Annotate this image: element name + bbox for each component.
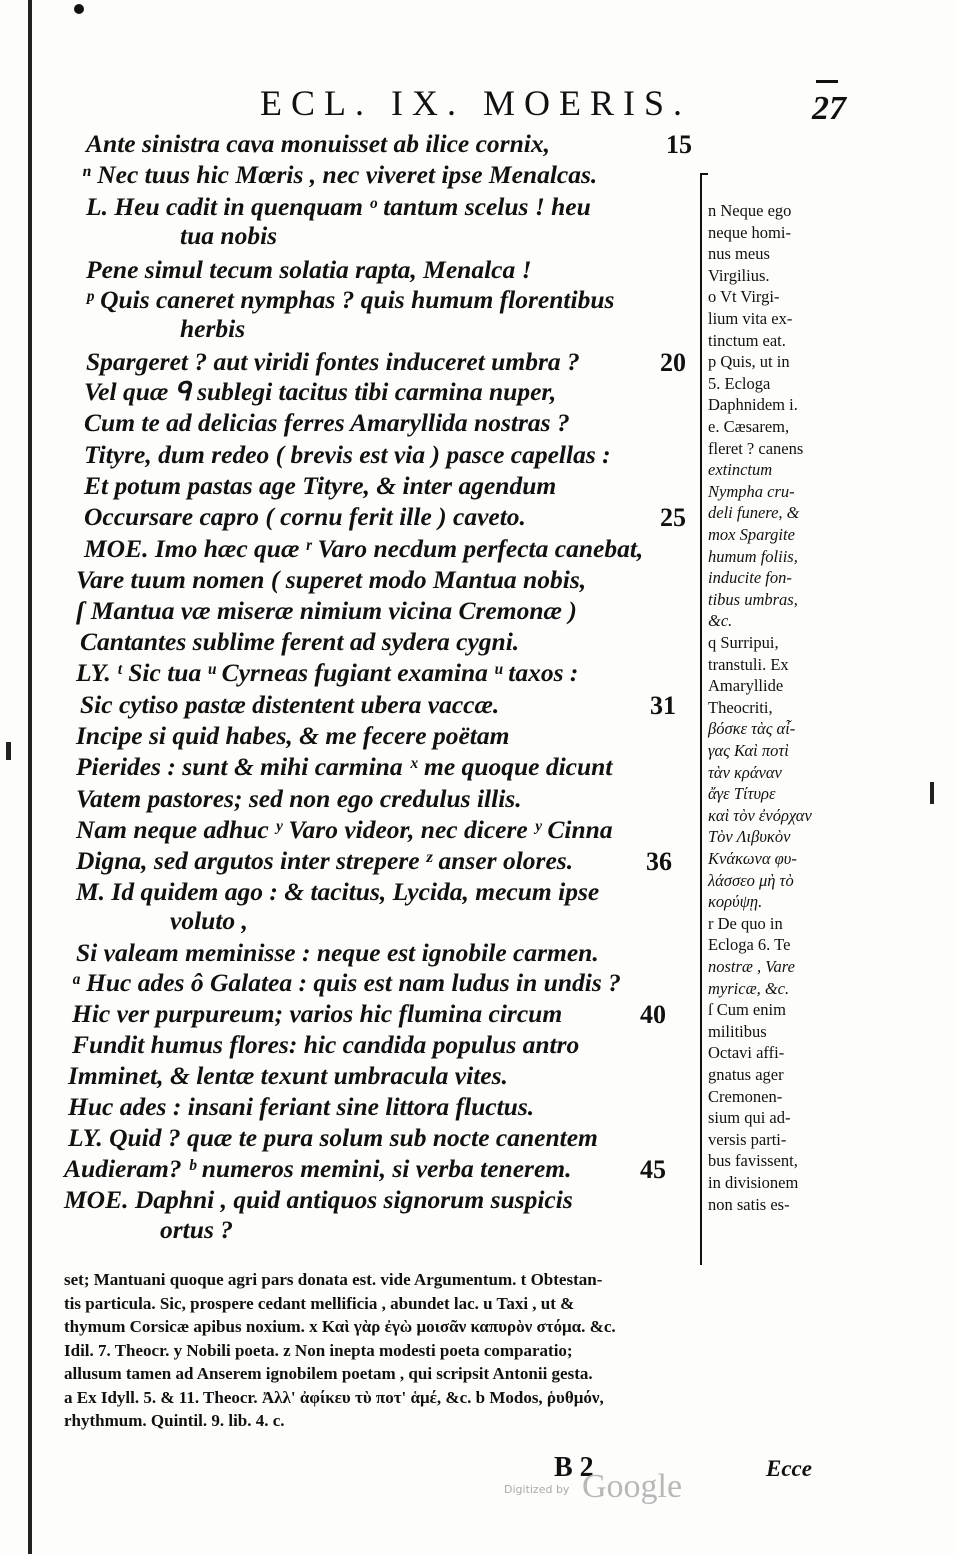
verse-line: M. Id quidem ago : & tacitus, Lycida, mecum ipse bbox=[76, 877, 600, 906]
verse-line: Si valeam meminisse : neque est ignobile carmen. bbox=[76, 938, 599, 967]
line-number: 20 bbox=[660, 348, 686, 377]
line-number: 45 bbox=[640, 1155, 666, 1184]
margin-note-line: &c. bbox=[708, 611, 733, 631]
signature-mark: B 2 bbox=[554, 1452, 594, 1483]
margin-note-line: extinctum bbox=[708, 460, 773, 480]
footnote-line: rhythmum. Quintil. 9. lib. 4. c. bbox=[64, 1411, 285, 1430]
margin-note-line: Amaryllide bbox=[708, 676, 784, 696]
verse-line: Pene simul tecum solatia rapta, Menalca ! bbox=[86, 255, 532, 284]
verse-line: Incipe si quid habes, & me fecere poëtam bbox=[76, 721, 510, 750]
verse-line: Et potum pastas age Tityre, & inter agendum bbox=[84, 471, 557, 500]
verse-line: Sic cytiso pastæ distentent ubera vaccæ. bbox=[80, 690, 500, 719]
watermark-caption: Digitized by bbox=[504, 1483, 570, 1496]
margin-note-line: p Quis, ut in bbox=[708, 352, 790, 372]
running-head: ECL. IX. MOERIS. bbox=[260, 83, 691, 123]
page-number-mark bbox=[816, 80, 838, 83]
margin-note-line: tibus umbras, bbox=[708, 589, 798, 609]
margin-note-line: καὶ τὸν ἐνόρχαν bbox=[708, 805, 812, 825]
margin-note-line: myricæ, &c. bbox=[708, 978, 790, 998]
margin-note-line: lium vita ex- bbox=[708, 309, 793, 328]
line-number: 15 bbox=[666, 130, 692, 159]
line-number: 36 bbox=[646, 847, 672, 876]
verse-line: Tityre, dum redeo ( brevis est via ) pasce capellas : bbox=[84, 440, 611, 469]
line-number: 40 bbox=[640, 1000, 666, 1029]
margin-note-line: λάσσεο μὴ τὸ bbox=[708, 870, 794, 890]
verse-line: Vel quæ ᑫ sublegi tacitus tibi carmina nuper, bbox=[84, 377, 557, 406]
margin-note-line: mox Spargite bbox=[708, 525, 795, 544]
verse-line: MOE. Daphni , quid antiquos signorum suspicis bbox=[64, 1185, 573, 1214]
margin-note-line: ἄγε Τίτυρε bbox=[708, 784, 776, 804]
margin-note-line: γας Καὶ ποτὶ bbox=[708, 741, 789, 760]
margin-note-line: βόσκε τὰς αἶ- bbox=[708, 719, 796, 739]
margin-rule bbox=[700, 175, 702, 1265]
line-number: 31 bbox=[650, 691, 676, 720]
footnote-line: a Ex Idyll. 5. & 11. Theocr. Ἀλλ' ἀφίκευ τὺ ποτ' ἁμέ, &c. b Modos, ῥυθμόν, bbox=[64, 1387, 604, 1407]
margin-note-line: bus favissent, bbox=[708, 1151, 798, 1171]
margin-note-line: Octavi affi- bbox=[708, 1043, 785, 1063]
margin-note-line: nus meus bbox=[708, 244, 770, 264]
line-number: 25 bbox=[660, 503, 686, 532]
verse-line: LY. Quid ? quæ te pura solum sub nocte canentem bbox=[68, 1123, 598, 1152]
verse-line: MOE. Imo hæc quæ ʳ Varo necdum perfecta canebat, bbox=[84, 534, 644, 563]
margin-note-line: Theocriti, bbox=[708, 697, 773, 717]
margin-note-line: versis parti- bbox=[708, 1129, 787, 1149]
verse-line: tua nobis bbox=[180, 221, 278, 250]
margin-note-line: Daphnidem i. bbox=[708, 395, 798, 415]
verse-line: LY. ᵗ Sic tua ᵘ Cyrneas fugiant examina ᵘ taxos : bbox=[76, 658, 579, 687]
margin-note-line: Κνάκωνα φυ- bbox=[708, 849, 797, 868]
verse-line: ᵖ Quis caneret nymphas ? quis humum florentibus bbox=[86, 285, 615, 314]
footnote-line: tis particula. Sic, prospere cedant mellificia , abundet lac. u Taxi , ut & bbox=[64, 1293, 575, 1313]
verse-line: voluto , bbox=[170, 906, 248, 935]
margin-note-line: militibus bbox=[708, 1021, 767, 1041]
verse-line: ᵃ Huc ades ô Galatea : quis est nam ludus in undis ? bbox=[72, 968, 621, 997]
margin-note-line: q Surripui, bbox=[708, 633, 779, 652]
margin-mark-left bbox=[6, 742, 11, 760]
margin-note-line: Ecloga 6. Te bbox=[708, 935, 791, 955]
verse-line: ⁿ Nec tuus hic Mœris , nec viveret ipse Menalcas. bbox=[82, 160, 598, 189]
verse-line: Cum te ad delicias ferres Amaryllida nostras ? bbox=[84, 408, 570, 437]
margin-note-line: non satis es- bbox=[708, 1194, 790, 1214]
footnote-line: allusum tamen ad Anserem ignobilem poetam , qui scripsit Antonii gesta. bbox=[64, 1364, 593, 1383]
margin-note-line: fleret ? canens bbox=[708, 438, 804, 458]
margin-note-line: tinctum eat. bbox=[708, 330, 786, 350]
margin-note-line: transtuli. Ex bbox=[708, 654, 789, 674]
margin-note-line: e. Cæsarem, bbox=[708, 417, 790, 436]
watermark-logo: Google bbox=[582, 1468, 683, 1505]
verse-line: Vare tuum nomen ( superet modo Mantua nobis, bbox=[76, 565, 587, 594]
page-left-edge bbox=[28, 0, 32, 1554]
verse-line: Digna, sed argutos inter strepere ᶻ anser olores. bbox=[76, 846, 574, 875]
margin-note-line: neque homi- bbox=[708, 222, 791, 242]
margin-note-line: n Neque ego bbox=[708, 201, 792, 220]
verse-line: Occursare capro ( cornu ferit ille ) caveto. bbox=[84, 502, 526, 531]
verse-line: Hic ver purpureum; varios hic flumina circum bbox=[72, 999, 563, 1028]
ink-blot bbox=[74, 4, 84, 14]
verse-line: ſ Mantua væ miseræ nimium vicina Cremonæ ) bbox=[76, 596, 577, 625]
verse-line: Ante sinistra cava monuisset ab ilice cornix, bbox=[86, 129, 550, 158]
footnote-line: set; Mantuani quoque agri pars donata est. vide Argumentum. t Obtestan- bbox=[64, 1270, 603, 1289]
verse-line: Vatem pastores; sed non ego credulus illis. bbox=[76, 784, 522, 813]
verse-line: Nam neque adhuc ʸ Varo videor, nec dicere ʸ Cinna bbox=[76, 815, 613, 844]
margin-note-line: in divisionem bbox=[708, 1173, 799, 1192]
margin-note-line: 5. Ecloga bbox=[708, 373, 771, 393]
footnote-line: Idil. 7. Theocr. y Nobili poeta. z Non inepta modesti poeta comparatio; bbox=[64, 1340, 573, 1360]
verse-line: Pierides : sunt & mihi carmina ˣ me quoque dicunt bbox=[76, 752, 613, 781]
catchword: Ecce bbox=[766, 1456, 812, 1481]
footnote-line: thymum Corsicæ apibus noxium. x Καὶ γὰρ ἐγὼ μοισᾶν καπυρὸν στόμα. &c. bbox=[64, 1317, 616, 1336]
margin-note-line: κορύψῃ. bbox=[708, 892, 763, 912]
verse-line: Huc ades : insani feriant sine littora fluctus. bbox=[68, 1092, 535, 1121]
verse-line: ortus ? bbox=[160, 1215, 233, 1244]
margin-note-line: nostræ , Vare bbox=[708, 957, 795, 976]
margin-note-line: Cremonen- bbox=[708, 1086, 783, 1106]
margin-note-line: o Vt Virgi- bbox=[708, 287, 780, 307]
margin-note-line: Τὸν Λιβυκὸν bbox=[708, 827, 791, 847]
page-number: 27 bbox=[812, 90, 846, 127]
verse-line: Imminet, & lentæ texunt umbracula vites. bbox=[68, 1061, 508, 1090]
margin-mark-right bbox=[930, 782, 934, 804]
margin-note-line: r De quo in bbox=[708, 913, 783, 933]
margin-note-line: sium qui ad- bbox=[708, 1108, 791, 1128]
verse-line: Audieram? ᵇ numeros memini, si verba tenerem. bbox=[64, 1154, 572, 1183]
margin-note-line: τὰν κράναν bbox=[708, 762, 782, 782]
margin-note-line: inducite fon- bbox=[708, 568, 792, 588]
verse-line: Cantantes sublime ferent ad sydera cygni. bbox=[80, 627, 520, 656]
margin-note-line: deli funere, & bbox=[708, 503, 800, 523]
verse-line: L. Heu cadit in quenquam ᵒ tantum scelus ! heu bbox=[86, 192, 591, 221]
margin-note-line: Virgilius. bbox=[708, 265, 770, 285]
verse-line: Fundit humus flores: hic candida populus antro bbox=[72, 1030, 580, 1059]
margin-note-line: humum foliis, bbox=[708, 546, 798, 566]
margin-note-line: gnatus ager bbox=[708, 1065, 784, 1084]
verse-line: herbis bbox=[180, 314, 246, 343]
margin-note-line: ſ Cum enim bbox=[708, 1000, 786, 1020]
margin-note-line: Nympha cru- bbox=[708, 481, 795, 501]
verse-line: Spargeret ? aut viridi fontes induceret umbra ? bbox=[86, 347, 580, 376]
